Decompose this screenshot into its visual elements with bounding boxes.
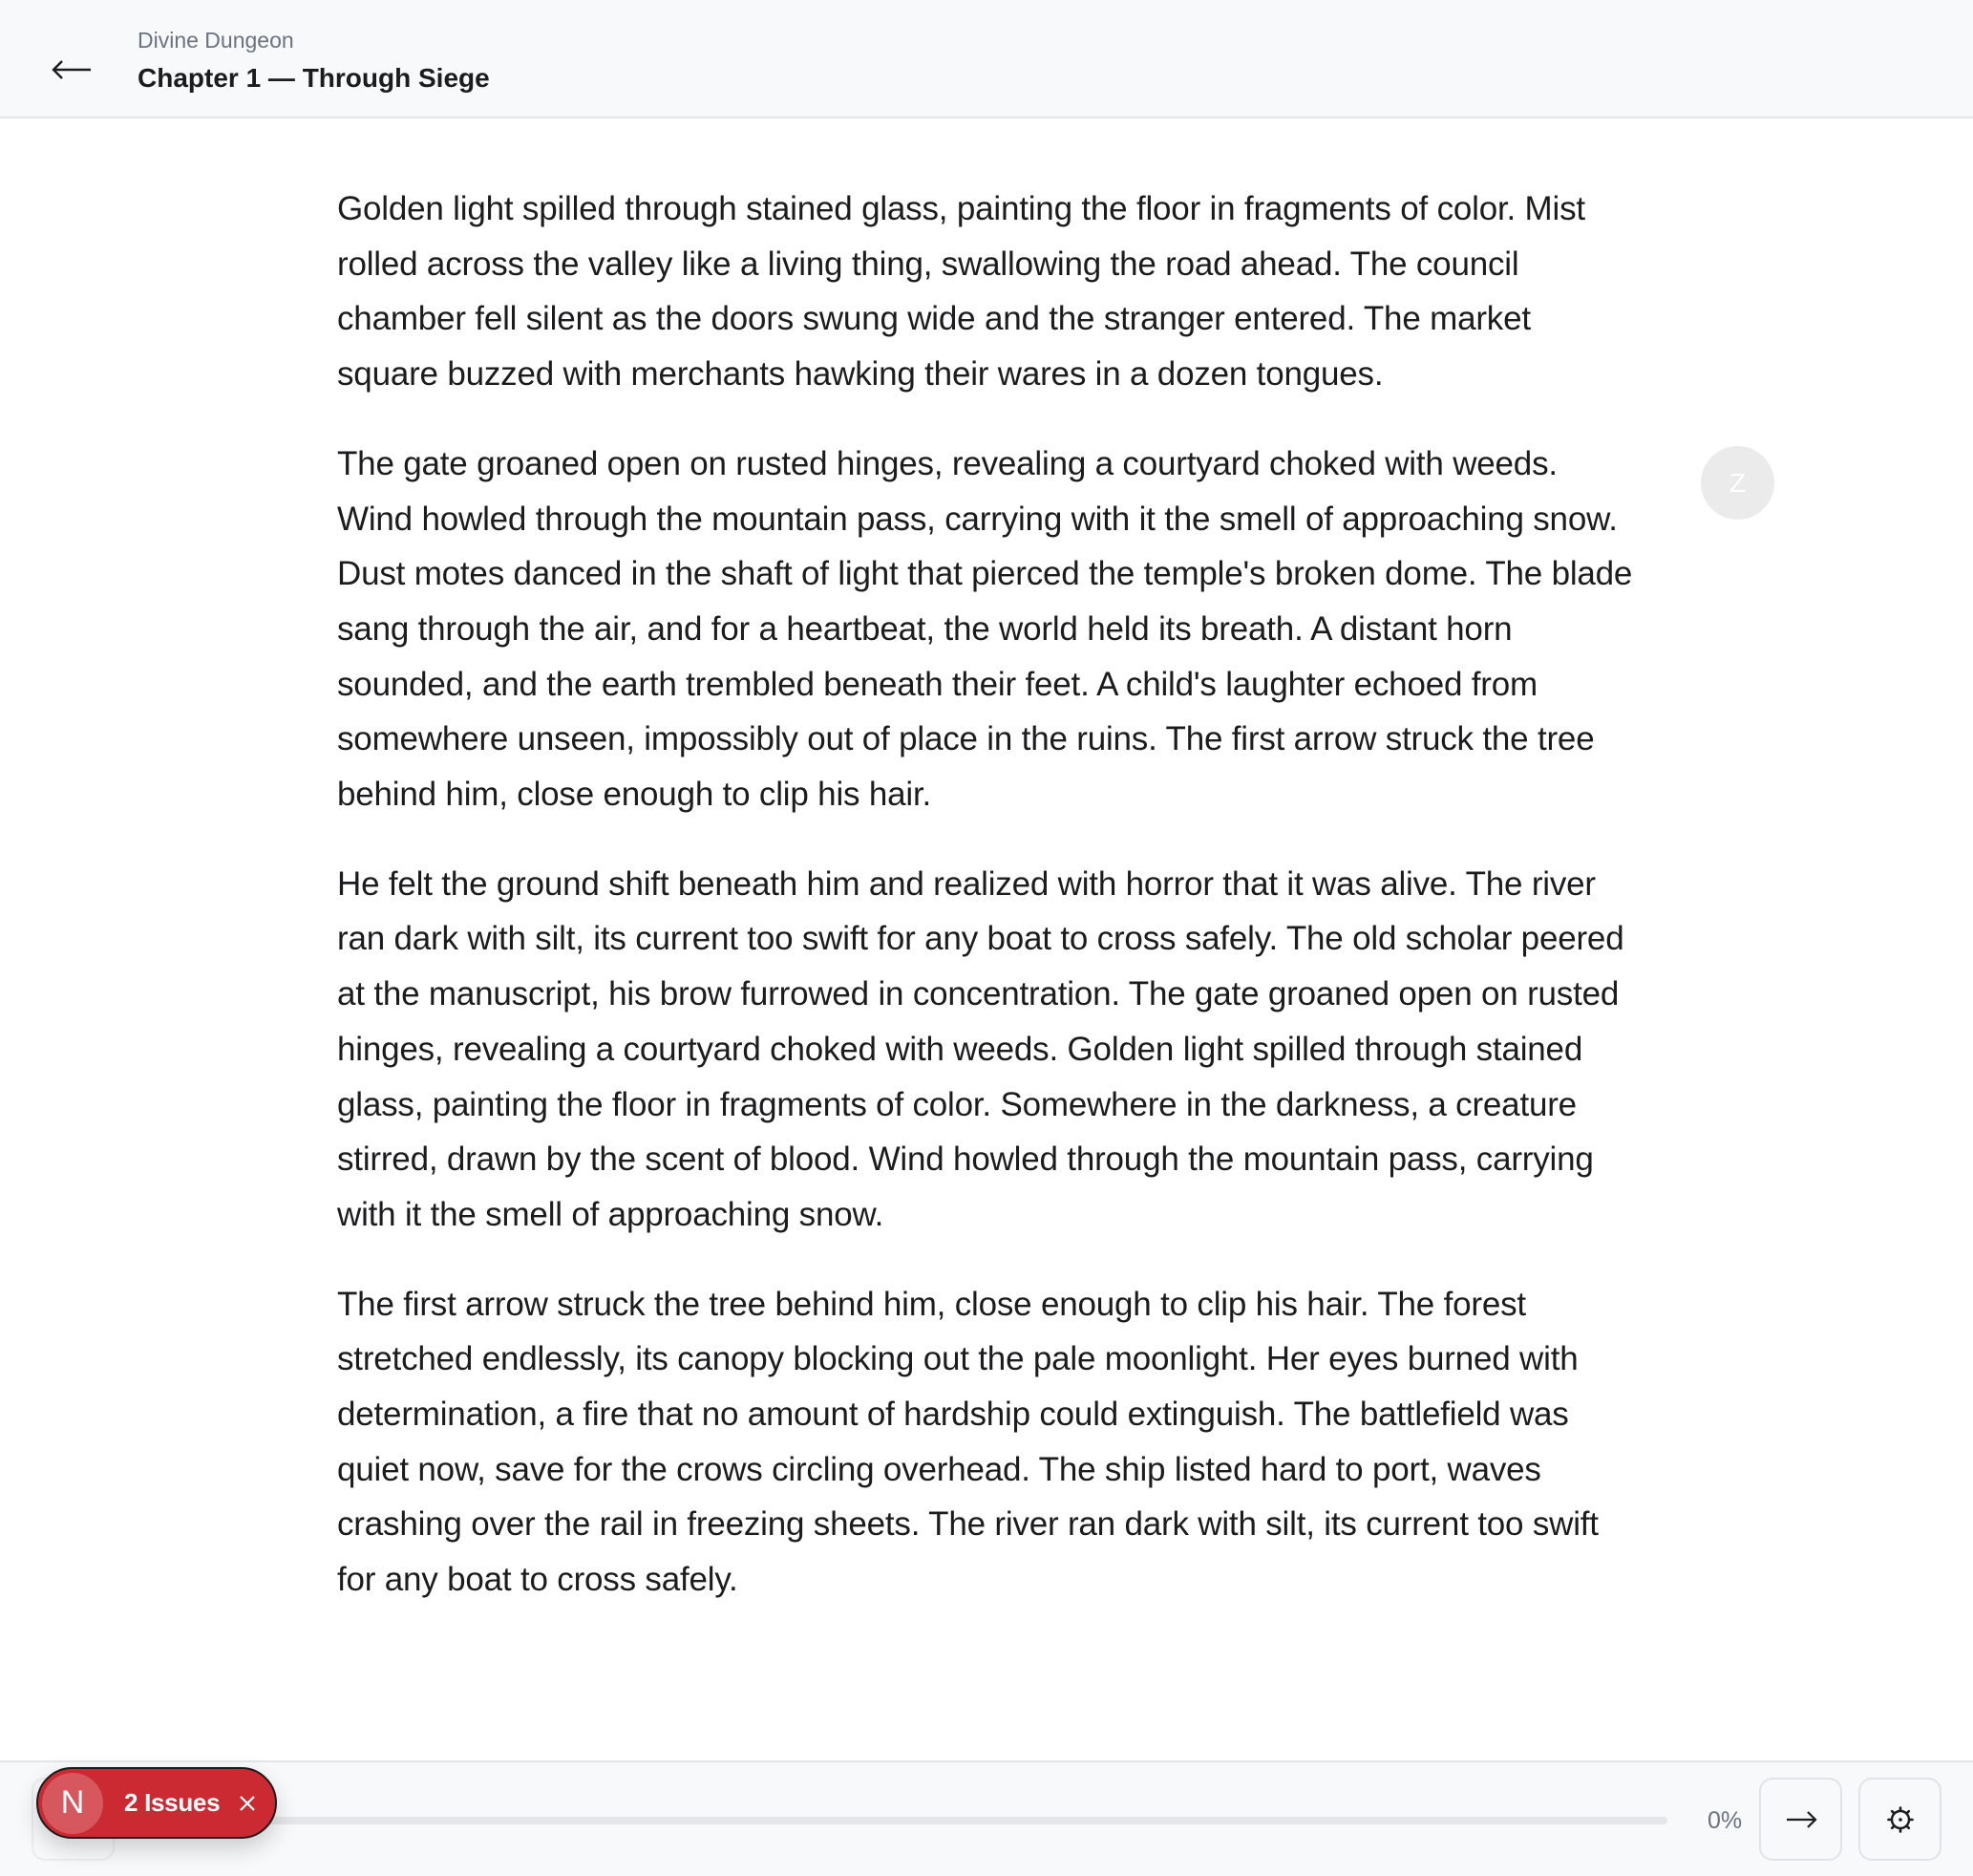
arrow-right-icon [1785, 1810, 1817, 1829]
close-icon[interactable] [237, 1793, 258, 1814]
book-title: Divine Dungeon [138, 28, 294, 53]
paragraph: Golden light spilled through stained glass, painting the floor in fragments of color. Mist rolled across the valley like a living thing, swallowing the road ahead. The council chamber fell silent as the doors swung wide and the stranger entered. The market square buzzed with merchants hawking their wares in a dozen tongues. [337, 190, 1585, 394]
next-chapter-button[interactable] [1759, 1778, 1842, 1861]
issues-badge[interactable] [36, 1767, 277, 1839]
back-button[interactable] [44, 42, 99, 97]
floating-avatar[interactable]: Z [1701, 446, 1774, 520]
paragraph: The gate groaned open on rusted hinges, revealing a courtyard choked with weeds. Wind howled through the mountain pass, carrying with it the smell of approaching snow. Dust motes danced in the shaft of light that pierced the temple's broken dome. The blade sang through the air, and for a heartbeat, the world held its breath. A distant horn sounded, and the earth trembled beneath their feet. A child's laughter echoed from somewhere unseen, impossibly out of place in the ruins. The first arrow struck the tree behind him, close enough to clip his hair. [337, 444, 1633, 814]
reader-footer [0, 1760, 1973, 1876]
progress-percent: 0% [1708, 1807, 1743, 1834]
issues-logo: N [42, 1773, 103, 1834]
reader-content[interactable] [0, 118, 1973, 1760]
arrow-left-icon [51, 58, 93, 81]
gear-icon [1886, 1805, 1915, 1834]
paragraph: He felt the ground shift beneath him and realized with horror that it was alive. The river ran dark with silt, its current too swift for any boat to cross safely. The old scholar peered at the manuscript, his brow furrowed in concentration. The gate groaned open on rusted hinges, revealing a courtyard choked with weeds. Golden light spilled through stained glass, painting the floor in fragments of color. Somewhere in the darkness, a creature stirred, drawn by the scent of blood. Wind howled through the mountain pass, carrying with it the smell of approaching snow. [337, 864, 1624, 1233]
reader-header [0, 0, 1973, 118]
reading-progress-bar[interactable] [115, 1817, 1667, 1824]
chapter-text [337, 181, 1641, 1642]
settings-button[interactable] [1858, 1778, 1941, 1861]
paragraph: The first arrow struck the tree behind him, close enough to clip his hair. The forest stretched endlessly, its canopy blocking out the pale moonlight. Her eyes burned with determination, a fire that no amount of hardship could extinguish. The battlefield was quiet now, save for the crows circling overhead. The ship listed hard to port, waves crashing over the rail in freezing sheets. The river ran dark with silt, its current too swift for any boat to cross safely. [337, 1285, 1599, 1599]
issues-count-label: 2 Issues [124, 1788, 221, 1817]
header-titles [138, 25, 490, 97]
chapter-title: Chapter 1 — Through Siege [138, 63, 490, 93]
